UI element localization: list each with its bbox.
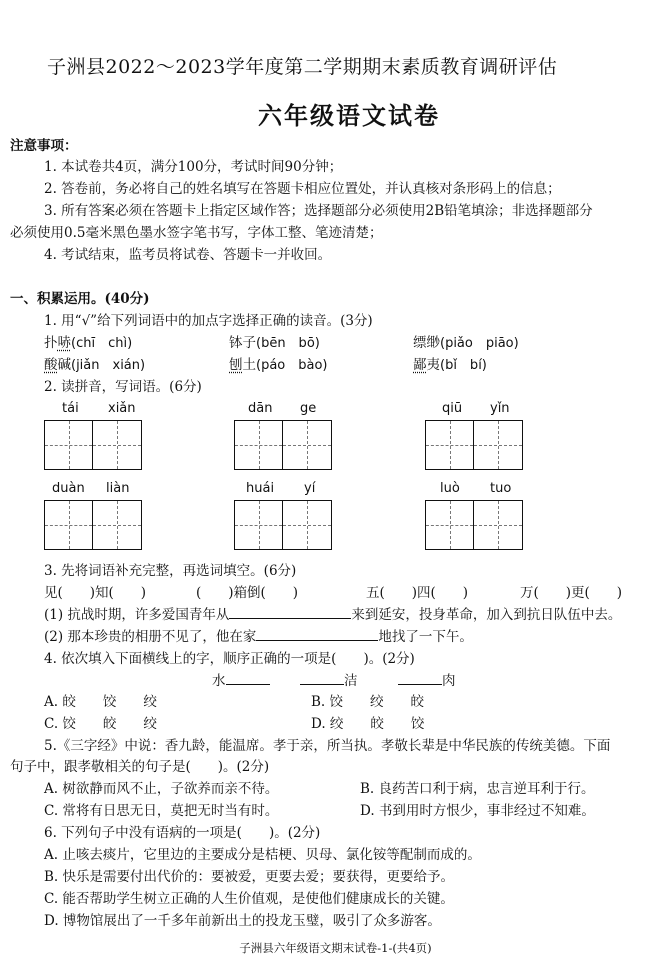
q5-option-b: B. 良药苦口利于病，忠言逆耳利于行。 bbox=[360, 781, 595, 797]
pinyin-label: tái bbox=[62, 401, 79, 416]
section-heading: 一、积累运用。(40分) bbox=[10, 291, 150, 307]
exam-subtitle: 六年级语文试卷 bbox=[258, 101, 440, 130]
pinyin-label: huái bbox=[246, 481, 275, 496]
note-item: 2. 答卷前，务必将自己的姓名填写在答题卡相应位置处，并认真核对条形码上的信息； bbox=[44, 181, 561, 197]
q3-sentence: (2) 那本珍贵的相册不见了，他在家 地找了一下午。 bbox=[44, 629, 473, 645]
q4-option-b: B. 饺 绞 皎 bbox=[311, 694, 425, 710]
q4-blank: 水 bbox=[212, 669, 270, 689]
note-item: 4. 考试结束，监考员将试卷、答题卡一并收回。 bbox=[44, 247, 332, 263]
pinyin-label: tuo bbox=[490, 481, 512, 496]
q5-stem: 5.《三字经》中说：香九龄，能温席。孝于亲，所当执。孝敬长辈是中华民族的传统美德。下面 bbox=[44, 738, 611, 754]
pinyin-label: qiū bbox=[442, 401, 463, 416]
page-footer: 子洲县六年级语文期末试卷-1-(共4页) bbox=[239, 941, 432, 955]
note-item: 1. 本试卷共4页，满分100分，考试时间90分钟； bbox=[44, 159, 343, 175]
writing-grid bbox=[44, 500, 142, 550]
q5-option-d: D. 书到用时方恨少，事非经过不知难。 bbox=[360, 803, 595, 819]
q5-stem: 句子中，跟孝敬相关的句子是( )。(2分) bbox=[10, 759, 270, 775]
note-item: 3. 所有答案必须在答题卡上指定区域作答；选择题部分必须使用2B铅笔填涂；非选择题部分 bbox=[44, 203, 593, 219]
q1-item: 钵子(bēn bō) bbox=[229, 335, 320, 351]
writing-grid bbox=[425, 420, 523, 470]
q4-blank: 洁 bbox=[300, 669, 358, 689]
pinyin-label: yǐn bbox=[490, 401, 510, 416]
writing-grid bbox=[234, 500, 332, 550]
q3-word: 见( )知( ) bbox=[44, 585, 147, 601]
q4-option-c: C. 饺 皎 绞 bbox=[44, 716, 157, 732]
note-item: 必须使用0.5毫米黑色墨水签字笔书写，字体工整、笔迹清楚； bbox=[10, 225, 383, 241]
pinyin-label: luò bbox=[440, 481, 460, 496]
q6-option-b: B. 快乐是需要付出代价的：要被爱，更要去爱；要获得，更要给予。 bbox=[44, 869, 455, 885]
q6-option-d: D. 博物馆展出了一千多年前新出土的投龙玉璧，吸引了众多游客。 bbox=[44, 913, 441, 929]
pinyin-label: liàn bbox=[106, 481, 130, 496]
notes-heading: 注意事项： bbox=[10, 138, 78, 154]
pinyin-label: ge bbox=[300, 401, 317, 416]
q5-option-c: C. 常将有日思无日，莫把无时当有时。 bbox=[44, 803, 279, 819]
writing-grid bbox=[44, 420, 142, 470]
exam-header-title: 子洲县2022～2023学年度第二学期期末素质教育调研评估 bbox=[47, 56, 558, 78]
q1-item: 扑哧(chī chì) bbox=[44, 335, 133, 351]
q4-option-d: D. 绞 皎 饺 bbox=[311, 716, 425, 732]
q1-item: 酸碱(jiǎn xián) bbox=[44, 357, 146, 373]
q4-option-a: A. 皎 饺 绞 bbox=[44, 694, 157, 710]
q4-blank: 肉 bbox=[398, 669, 456, 689]
q1-item: 缥缈(piǎo piāo) bbox=[413, 335, 519, 351]
q1-stem: 1. 用“√”给下列词语中的加点字选择正确的读音。(3分) bbox=[44, 313, 373, 329]
pinyin-label: xiǎn bbox=[108, 401, 136, 416]
q6-option-c: C. 能否帮助学生树立正确的人生价值观，是使他们健康成长的关键。 bbox=[44, 891, 454, 907]
pinyin-label: dān bbox=[248, 401, 273, 416]
pinyin-label: duàn bbox=[52, 481, 85, 496]
q6-option-a: A. 止咳去痰片，它里边的主要成分是桔梗、贝母、氯化铵等配制而成的。 bbox=[44, 847, 481, 863]
q5-option-a: A. 树欲静而风不止，子欲养而亲不待。 bbox=[44, 781, 279, 797]
q1-item: 鄙夷(bǐ bí) bbox=[413, 357, 487, 373]
q4-stem: 4. 依次填入下面横线上的字，顺序正确的一项是( )。(2分) bbox=[44, 651, 415, 667]
q6-stem: 6. 下列句子中没有语病的一项是( )。(2分) bbox=[44, 825, 321, 841]
writing-grid bbox=[234, 420, 332, 470]
q3-sentence: (1) 抗战时期，许多爱国青年从 来到延安，投身革命，加入到抗日队伍中去。 bbox=[44, 607, 622, 623]
q1-item: 刨土(páo bào) bbox=[229, 357, 328, 373]
pinyin-label: yí bbox=[304, 481, 316, 496]
q3-word: 五( )四( ) bbox=[366, 585, 469, 601]
q3-stem: 3. 先将词语补充完整，再选词填空。(6分) bbox=[44, 563, 297, 579]
q3-word: ( )箱倒( ) bbox=[196, 585, 299, 601]
q3-word: 万( )更( ) bbox=[520, 585, 623, 601]
writing-grid bbox=[425, 500, 523, 550]
q2-stem: 2. 读拼音，写词语。(6分) bbox=[44, 379, 202, 395]
